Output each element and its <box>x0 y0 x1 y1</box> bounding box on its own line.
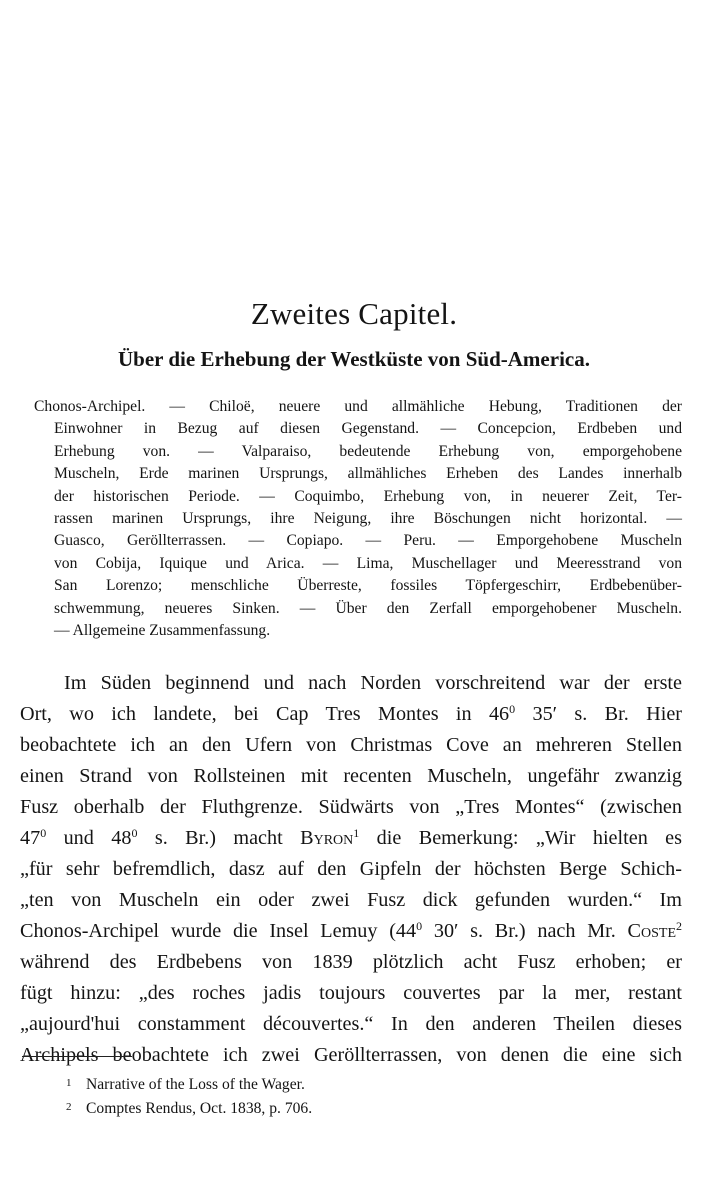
text-run: die Bemerkung: „Wir hielten es <box>359 827 682 849</box>
body-line: „ten von Muscheln ein oder zwei Fusz dick gefunden wurden.“ Im <box>20 889 682 911</box>
degree-mark: 0 <box>509 702 516 716</box>
footnote-divider <box>22 1056 132 1057</box>
footnote-text: Comptes Rendus, Oct. 1838, p. 706. <box>86 1100 313 1117</box>
degree-mark: 0 <box>131 826 138 840</box>
body-line: fügt hinzu: „des roches jadis toujours couvertes par la mer, restant <box>20 982 682 1004</box>
summary-line: der historischen Periode. — Coquimbo, Erhebung von, in neuerer Zeit, Ter- <box>54 487 682 505</box>
footnote-1 <box>66 1072 312 1096</box>
body-line: Im Süden beginnend und nach Norden vorschreitend war der erste <box>64 672 682 694</box>
text-run: 47 <box>20 827 41 849</box>
chapter-summary <box>34 396 682 642</box>
author-name: Coste <box>627 920 677 942</box>
text-run: und 48 <box>46 827 132 849</box>
footnote-2 <box>66 1096 312 1120</box>
body-line <box>20 916 682 947</box>
body-line: „aujourd'hui constamment découvertes.“ In den anderen Theilen dieses <box>20 1013 682 1035</box>
summary-line: rassen marinen Ursprungs, ihre Neigung, ihre Böschungen nicht horizontal. — <box>54 509 682 527</box>
summary-line: San Lorenzo; menschliche Überreste, fossiles Töpfergeschirr, Erdbebenüber- <box>54 577 682 595</box>
chapter-title: Zweites Capitel. <box>250 296 458 331</box>
summary-line: — Allgemeine Zusammenfassung. <box>54 621 271 639</box>
footnotes <box>66 1072 312 1120</box>
body-line: Archipels beobachtete ich zwei Geröllterrassen, von denen die eine sich <box>20 1044 682 1066</box>
body-line: einen Strand von Rollsteinen mit recenten Muscheln, ungefähr zwanzig <box>20 765 682 787</box>
degree-mark: 0 <box>416 919 423 933</box>
footnote-text: Narrative of the Loss of the Wager. <box>86 1076 305 1093</box>
text-run: Ort, wo ich landete, bei Cap Tres Montes in 46 <box>20 703 510 725</box>
footnote-ref: 1 <box>353 826 360 840</box>
footnote-ref: 2 <box>676 919 683 933</box>
author-name: Byron <box>300 827 354 849</box>
footnote-mark: 2 <box>66 1101 72 1113</box>
text-run: 35′ s. Br. Hier <box>515 703 683 725</box>
text-run: s. Br.) macht <box>137 827 301 849</box>
text-run: 30′ s. Br.) nach Mr. <box>422 920 628 942</box>
body-line: „für sehr befremdlich, dasz auf den Gipfeln der höchsten Berge Schich- <box>20 858 682 880</box>
summary-line: Einwohner in Bezug auf diesen Gegenstand. — Concepcion, Erdbeben und <box>54 420 682 438</box>
chapter-subtitle: Über die Erhebung der Westküste von Süd-America. <box>118 347 590 371</box>
body-line <box>20 699 682 730</box>
summary-line: Erhebung von. — Valparaiso, bedeutende Erhebung von, emporgehobene <box>54 442 682 460</box>
footnote-mark: 1 <box>66 1077 72 1089</box>
degree-mark: 0 <box>40 826 47 840</box>
summary-line: schwemmung, neueres Sinken. — Über den Zerfall emporgehobener Muscheln. <box>54 599 682 617</box>
body-line <box>20 823 682 854</box>
summary-line: Muscheln, Erde marinen Ursprungs, allmähliches Erheben des Landes innerhalb <box>54 465 682 483</box>
body-line: Fusz oberhalb der Fluthgrenze. Südwärts von „Tres Montes“ (zwischen <box>20 796 682 818</box>
text-run: Chonos-Archipel wurde die Insel Lemuy (44 <box>20 920 417 942</box>
summary-line: von Cobija, Iquique und Arica. — Lima, Muschellager und Meeresstrand von <box>54 554 682 572</box>
body-line: während des Erdbebens von 1839 plötzlich acht Fusz erhoben; er <box>20 951 682 973</box>
body-paragraph <box>20 668 682 1071</box>
summary-line: Chonos-Archipel. — Chiloë, neuere und allmähliche Hebung, Traditionen der <box>34 398 682 415</box>
body-line: beobachtete ich an den Ufern von Christmas Cove an mehreren Stellen <box>20 734 682 756</box>
summary-line: Guasco, Geröllterrassen. — Copiapo. — Peru. — Emporgehobene Muscheln <box>54 532 682 550</box>
